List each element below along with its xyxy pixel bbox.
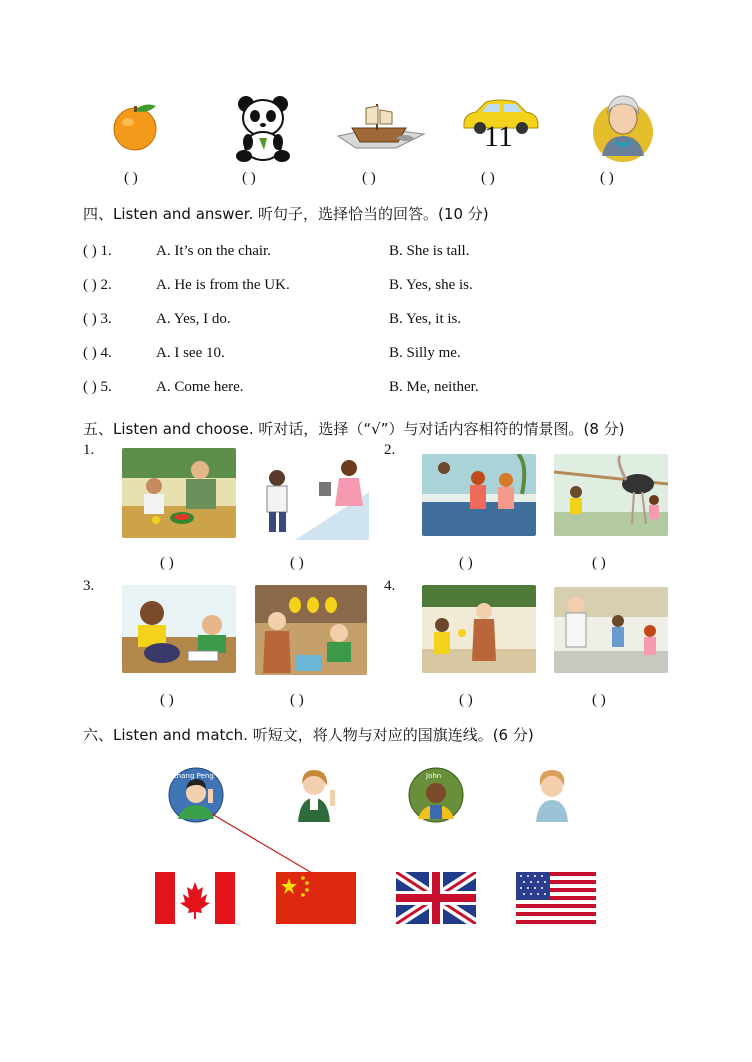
scene-image-3a[interactable] — [122, 585, 236, 673]
question-row — [83, 277, 683, 297]
scene-image-3b[interactable] — [255, 585, 367, 675]
uk-flag[interactable] — [396, 872, 476, 924]
person-girl[interactable] — [530, 768, 576, 822]
person-woman-1[interactable] — [292, 768, 338, 822]
choice-paren[interactable]: ( ) — [459, 692, 473, 708]
question-row — [83, 379, 683, 399]
answer-paren[interactable]: ( ) 3. — [83, 311, 112, 327]
choice-paren[interactable]: ( ) — [459, 555, 473, 571]
ship-icon — [336, 98, 428, 156]
scene-image-1a[interactable] — [122, 448, 236, 538]
option-b: B. Yes, she is. — [389, 277, 473, 293]
option-b: B. Me, neither. — [389, 379, 479, 395]
scene-image-4a[interactable] — [422, 585, 536, 673]
top-paren-4[interactable]: ( ) — [481, 170, 495, 186]
person-name: Zhang Peng — [172, 772, 214, 780]
option-a: A. I see 10. — [156, 345, 225, 361]
option-b: B. Silly me. — [389, 345, 461, 361]
orange-icon — [110, 100, 162, 152]
option-b: B. She is tall. — [389, 243, 470, 259]
number-label: 11 — [484, 120, 513, 153]
option-a: A. He is from the UK. — [156, 277, 290, 293]
choice-paren[interactable]: ( ) — [592, 555, 606, 571]
top-paren-1[interactable]: ( ) — [124, 170, 138, 186]
option-a: A. Yes, I do. — [156, 311, 231, 327]
scene-image-2b[interactable] — [554, 454, 668, 536]
option-a: A. Come here. — [156, 379, 244, 395]
grandma-icon — [592, 90, 654, 164]
choice-paren[interactable]: ( ) — [160, 555, 174, 571]
answer-paren[interactable]: ( ) 5. — [83, 379, 112, 395]
group-number: 4. — [384, 578, 396, 594]
group-number: 2. — [384, 442, 396, 458]
answer-paren[interactable]: ( ) 2. — [83, 277, 112, 293]
canada-flag[interactable] — [155, 872, 235, 924]
question-row — [83, 311, 683, 331]
china-flag[interactable] — [276, 872, 356, 924]
question-row — [83, 345, 683, 365]
section4-title: 四、Listen and answer. 听句子，选择恰当的回答。(10 分) — [83, 205, 489, 223]
group-number: 3. — [83, 578, 95, 594]
choice-paren[interactable]: ( ) — [160, 692, 174, 708]
section6-title: 六、Listen and match. 听短文，将人物与对应的国旗连线。(6 分) — [83, 726, 534, 744]
option-a: A. It’s on the chair. — [156, 243, 271, 259]
section5-title: 五、Listen and choose. 听对话，选择（“√”）与对话内容相符的情景图。(8 分) — [83, 420, 625, 438]
option-b: B. Yes, it is. — [389, 311, 462, 327]
choice-paren[interactable]: ( ) — [592, 692, 606, 708]
choice-paren[interactable]: ( ) — [290, 692, 304, 708]
panda-icon — [234, 94, 292, 164]
choice-paren[interactable]: ( ) — [290, 555, 304, 571]
question-row — [83, 243, 683, 263]
scene-image-4b[interactable] — [554, 587, 668, 673]
person-name: John — [426, 772, 442, 780]
scene-image-2a[interactable] — [422, 454, 536, 536]
top-paren-5[interactable]: ( ) — [600, 170, 614, 186]
group-number: 1. — [83, 442, 95, 458]
answer-paren[interactable]: ( ) 4. — [83, 345, 112, 361]
scene-image-1b[interactable] — [255, 452, 369, 540]
usa-flag[interactable] — [516, 872, 596, 924]
answer-paren[interactable]: ( ) 1. — [83, 243, 112, 259]
top-paren-2[interactable]: ( ) — [242, 170, 256, 186]
top-paren-3[interactable]: ( ) — [362, 170, 376, 186]
